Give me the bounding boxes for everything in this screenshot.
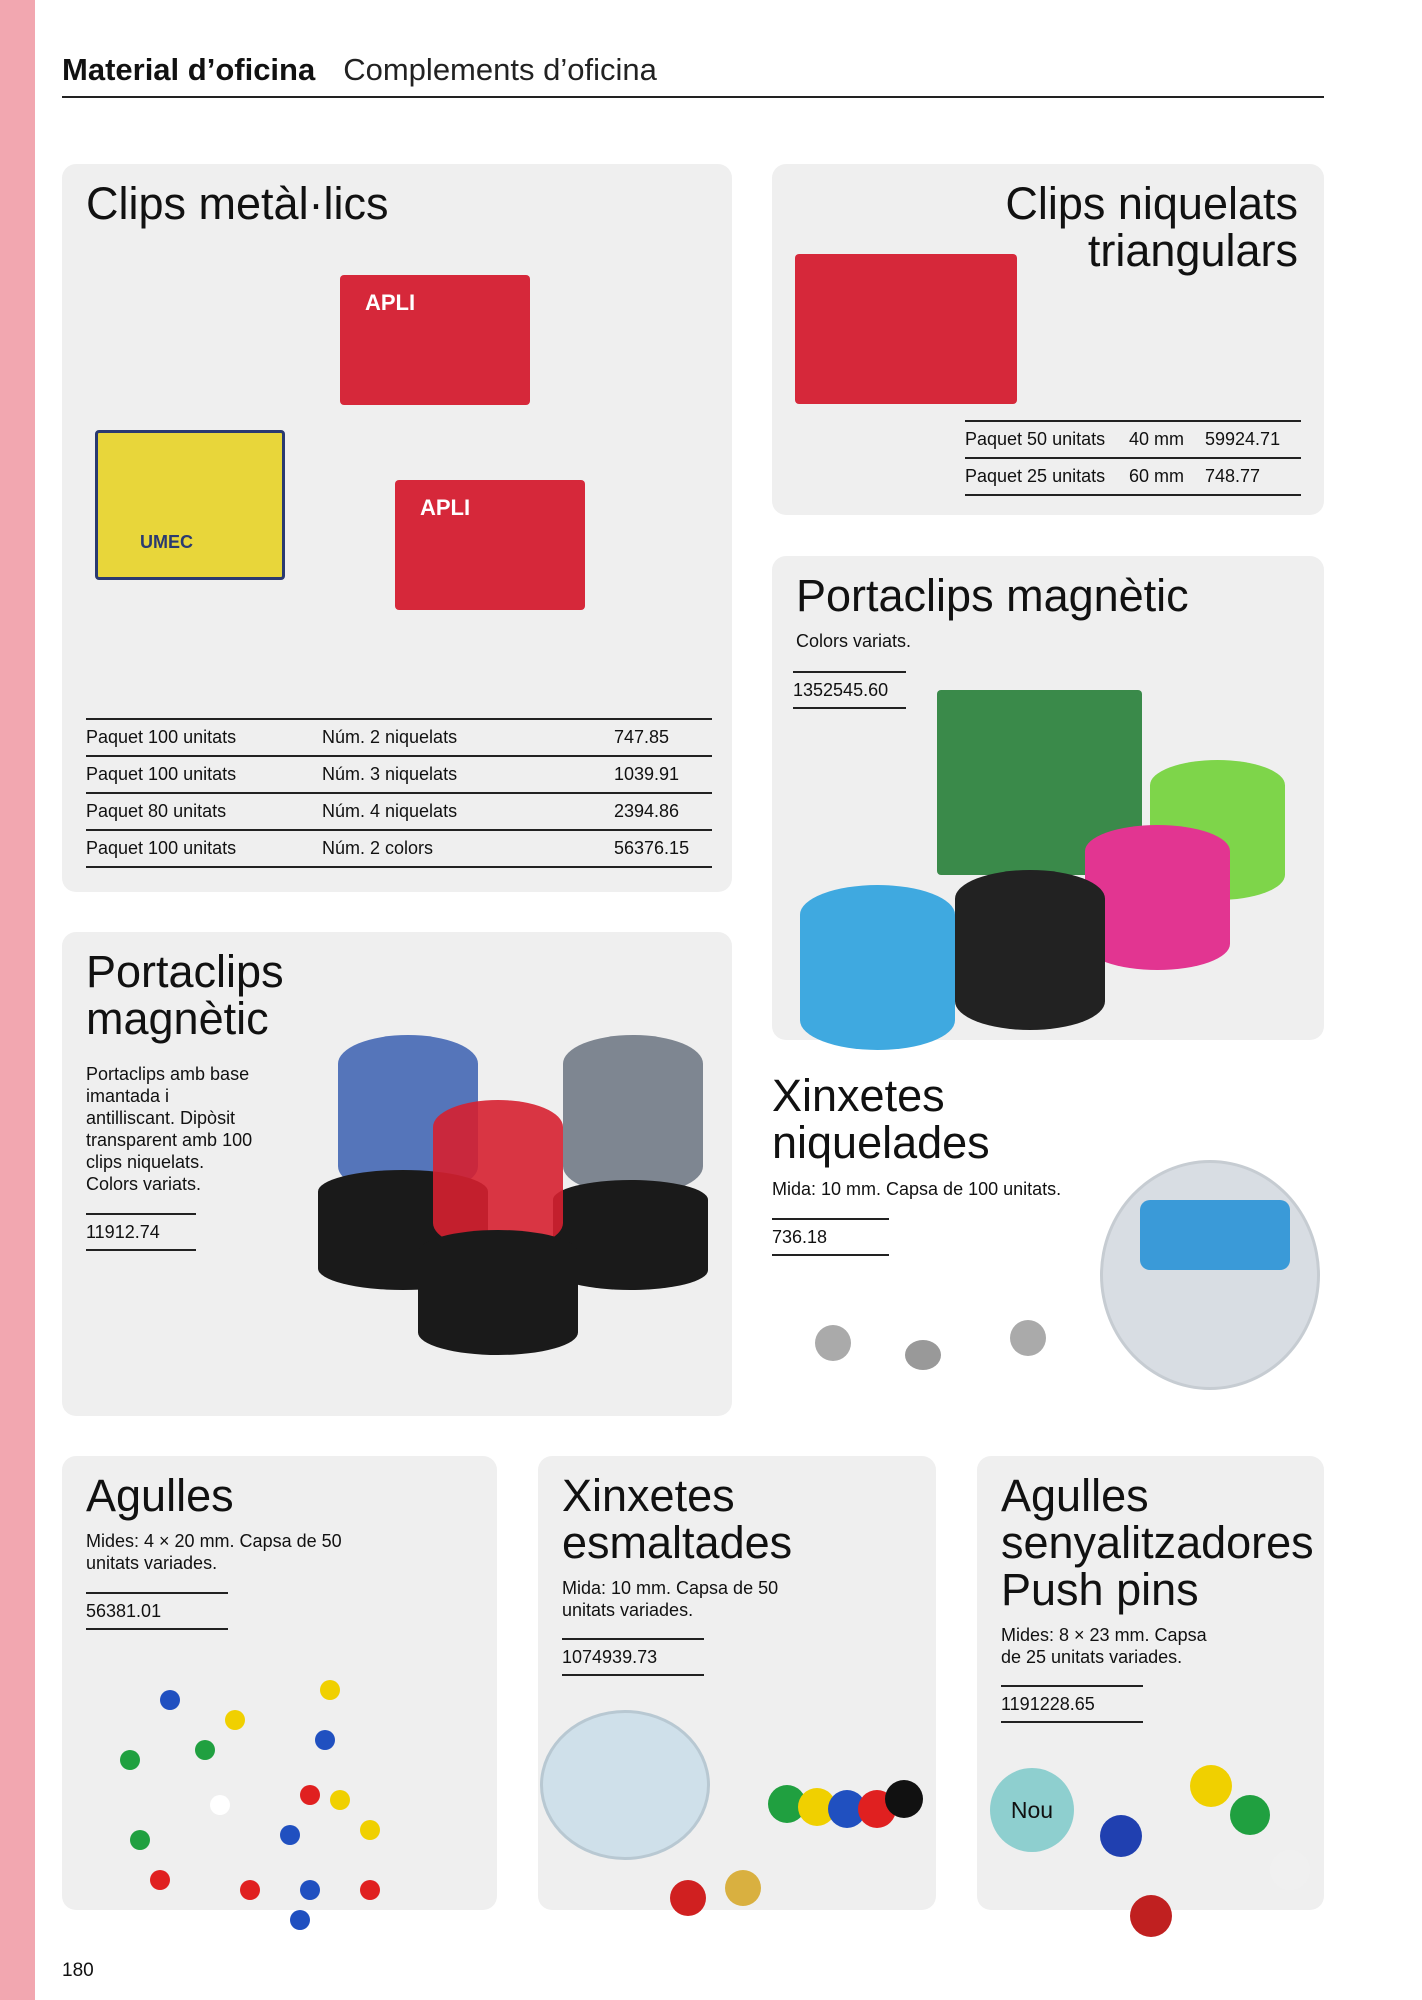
product-image-magnetic-holders	[800, 675, 1300, 1055]
title-line: Push pins	[1001, 1564, 1199, 1615]
product-title	[1005, 180, 1298, 274]
product-image-push-pins	[1090, 1765, 1320, 1935]
cell: Paquet 80 unitats	[86, 793, 322, 830]
new-badge: Nou	[990, 1768, 1074, 1852]
table-row	[86, 719, 712, 756]
product-price: 11912.74	[86, 1213, 196, 1251]
cell: Núm. 2 colors	[322, 830, 614, 867]
cell: Paquet 25 unitats	[965, 458, 1129, 495]
cell: 748.77	[1205, 458, 1301, 495]
cell: Paquet 100 unitats	[86, 756, 322, 793]
product-image-clip-dispensers	[318, 1030, 708, 1360]
table-row	[86, 793, 712, 830]
product-price: 1074939.73	[562, 1638, 704, 1676]
clips-metallics-table	[86, 718, 712, 868]
title-line: Agulles	[1001, 1470, 1149, 1521]
title-line: senyalitzadores	[1001, 1517, 1314, 1568]
page-header	[62, 52, 657, 88]
product-description: Mida: 10 mm. Capsa de 100 unitats.	[772, 1179, 1062, 1199]
product-title	[86, 948, 284, 1042]
title-line: Portaclips	[86, 946, 284, 997]
product-description: Mida: 10 mm. Capsa de 50 unitats variades.	[562, 1578, 779, 1620]
product-title	[1001, 1472, 1314, 1613]
product-title: Clips metàl·lics	[86, 178, 389, 229]
table-row	[86, 830, 712, 867]
cell: Núm. 3 niquelats	[322, 756, 614, 793]
cell: 60 mm	[1129, 458, 1205, 495]
cell: 56376.15	[614, 830, 712, 867]
table-row	[965, 421, 1301, 458]
product-title: Portaclips magnètic	[796, 570, 1189, 621]
cell: 747.85	[614, 719, 712, 756]
subsection-title: Complements d’oficina	[343, 52, 657, 87]
cell: 59924.71	[1205, 421, 1301, 458]
title-line: Clips niquelats	[1005, 178, 1298, 229]
product-description: Mides: 8 × 23 mm. Capsa de 25 unitats variades.	[1001, 1625, 1207, 1667]
cell: Núm. 2 niquelats	[322, 719, 614, 756]
product-image-thumbtacks	[810, 1160, 1330, 1400]
title-line: niquelades	[772, 1117, 990, 1168]
brand-logo: UMEC	[140, 532, 193, 552]
header-rule	[62, 96, 1324, 98]
cell: 2394.86	[614, 793, 712, 830]
product-description: Mides: 4 × 20 mm. Capsa de 50 unitats variades.	[86, 1531, 342, 1573]
table-row	[965, 458, 1301, 495]
table-row	[86, 756, 712, 793]
product-image-triangular-clips	[795, 254, 1017, 404]
product-description: Portaclips amb base imantada i antilliscant. Dipòsit transparent amb 100 clips niquelats. Colors variats.	[86, 1064, 253, 1194]
product-image-clips	[95, 270, 705, 650]
product-image-pins	[110, 1680, 450, 1940]
product-description: Colors variats.	[796, 631, 912, 651]
product-title: Agulles	[86, 1470, 234, 1521]
section-title: Material d’oficina	[62, 52, 316, 87]
product-price: 1191228.65	[1001, 1685, 1143, 1723]
product-price: 736.18	[772, 1218, 889, 1256]
title-line: Xinxetes	[772, 1070, 945, 1121]
title-line: Xinxetes	[562, 1470, 735, 1521]
product-title	[562, 1472, 792, 1566]
product-image-enamel-tacks	[540, 1710, 940, 1940]
cell: Núm. 4 niquelats	[322, 793, 614, 830]
title-line: esmaltades	[562, 1517, 793, 1568]
cell: Paquet 50 unitats	[965, 421, 1129, 458]
clips-triangulars-table	[965, 420, 1301, 496]
cell: Paquet 100 unitats	[86, 719, 322, 756]
page-number: 180	[62, 1960, 94, 1981]
title-line: magnètic	[86, 993, 269, 1044]
title-line: triangulars	[1087, 225, 1298, 276]
brand-logo: APLI	[420, 495, 471, 520]
product-price: 56381.01	[86, 1592, 228, 1630]
cell: 1039.91	[614, 756, 712, 793]
product-title	[772, 1072, 990, 1166]
brand-logo: APLI	[365, 290, 416, 315]
product-price: 1352545.60	[793, 671, 906, 709]
cell: 40 mm	[1129, 421, 1205, 458]
page-edge-strip	[0, 0, 35, 2000]
cell: Paquet 100 unitats	[86, 830, 322, 867]
